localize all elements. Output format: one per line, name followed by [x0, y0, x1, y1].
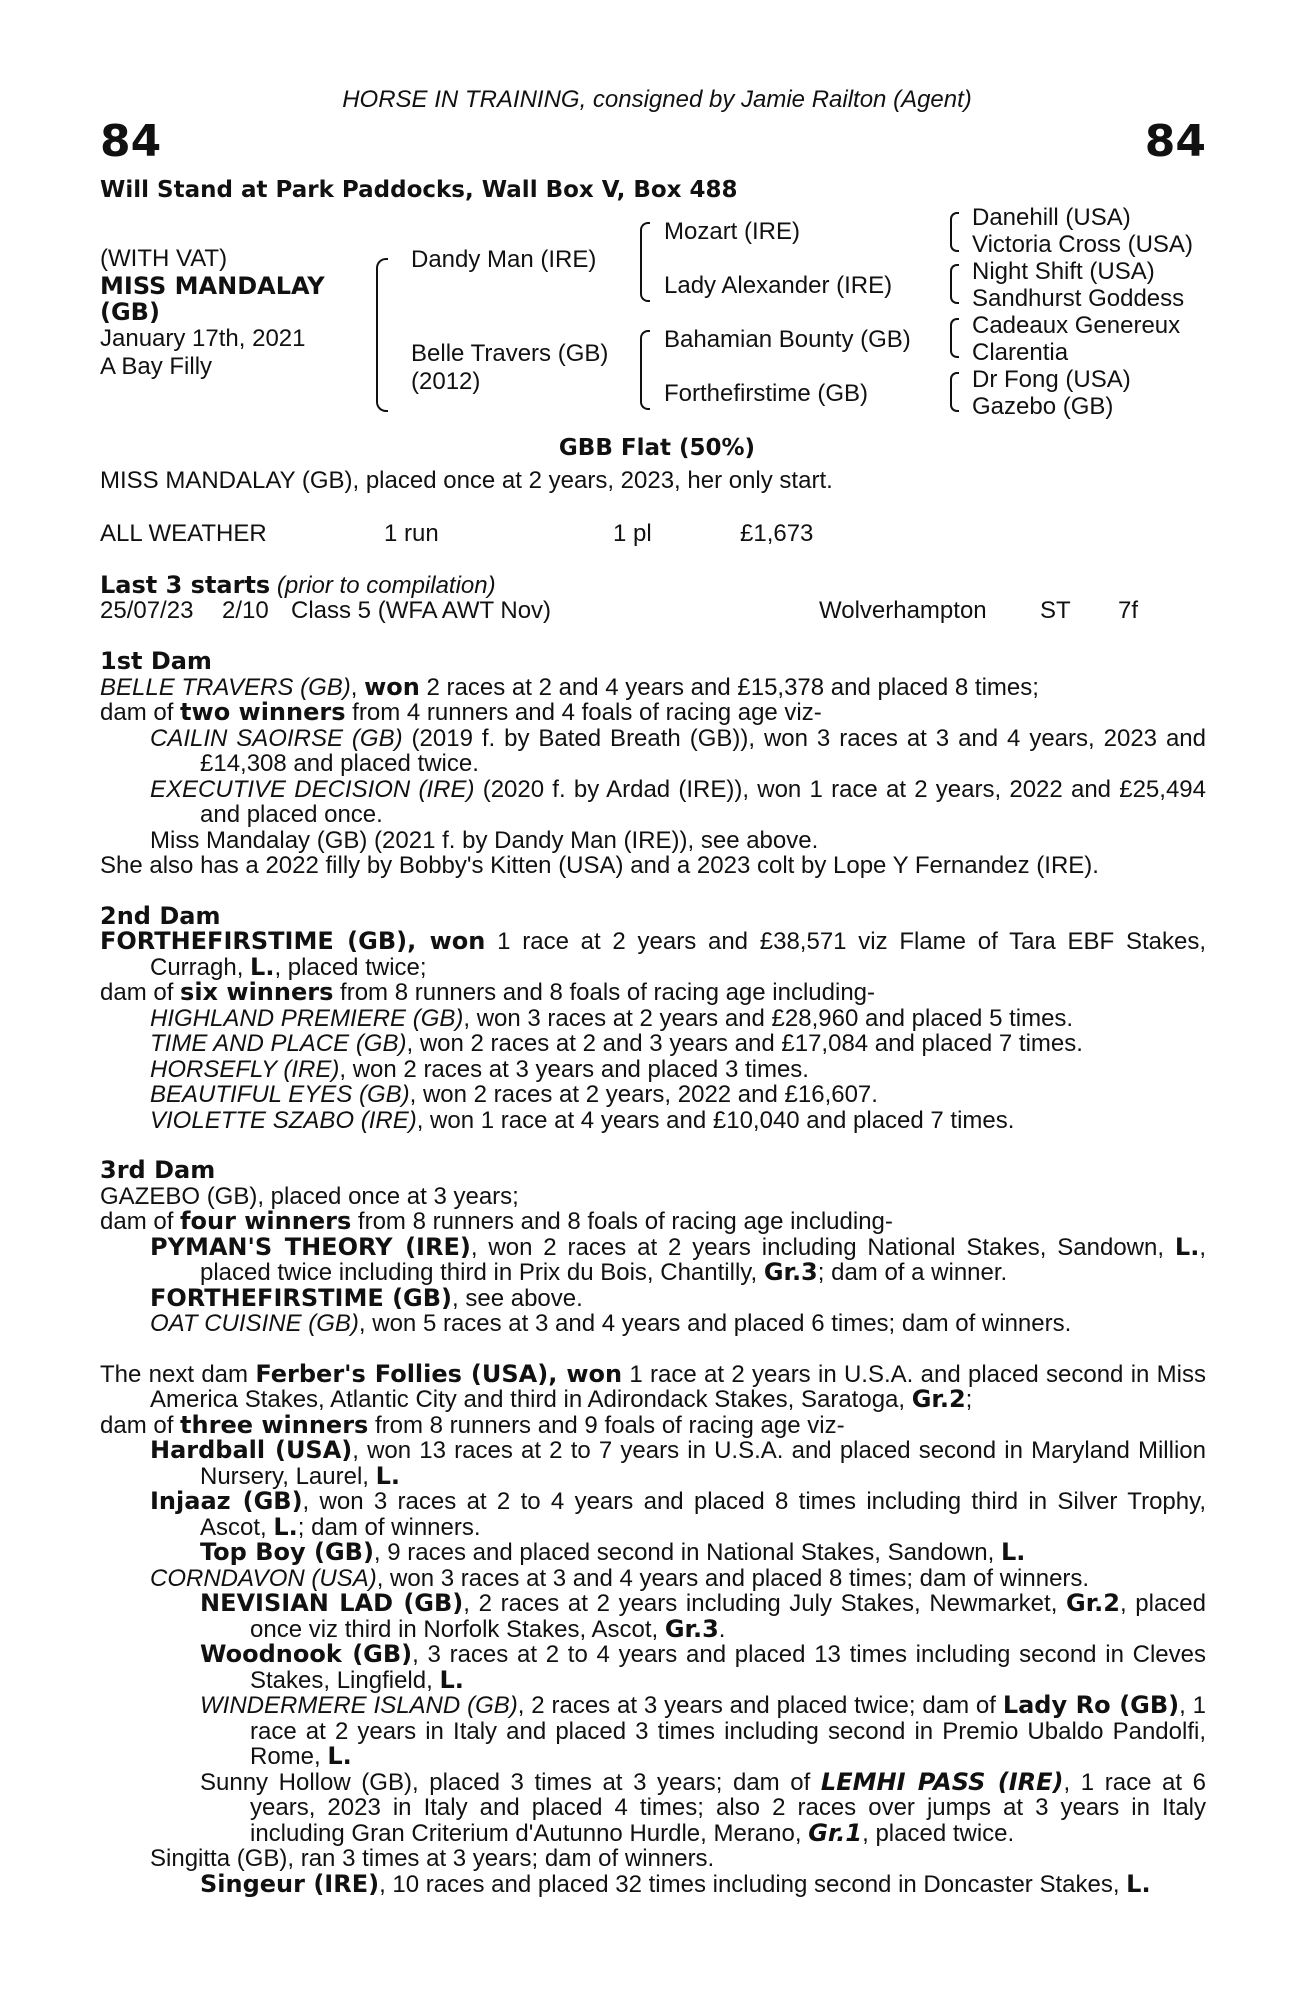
progeny-executive-decision: EXECUTIVE DECISION (IRE) (2020 f. by Ardad (IRE)), won 1 race at 2 years, 2022 and £25,494 and placed once.: [150, 775, 1206, 828]
lot-number-left: 84: [100, 116, 162, 167]
progeny-violette-szabo: VIOLETTE SZABO (IRE), won 1 race at 4 years and £10,040 and placed 7 times.: [150, 1106, 1015, 1134]
progeny-woodnook: Woodnook (GB), 3 races at 2 to 4 years and placed 13 times including second in Cleves Stakes, Lingfield, L.: [200, 1640, 1206, 1694]
pedigree-g3-3: Night Shift (USA): [972, 258, 1155, 285]
second-dam-produce: dam of six winners from 8 runners and 8 foals of racing age including-: [100, 978, 876, 1006]
progeny-miss-mandalay: Miss Mandalay (GB) (2021 f. by Dandy Man (IRE)), see above.: [150, 826, 819, 854]
record-placed: 1 pl: [613, 519, 652, 547]
second-dam-record: FORTHEFIRSTIME (GB), won 1 race at 2 years and £38,571 viz Flame of Tara EBF Stakes, Curragh, L., placed twice;: [100, 927, 1206, 981]
start-position: 2/10: [222, 597, 269, 624]
pedigree-g3-5: Cadeaux Genereux: [972, 312, 1181, 339]
catalogue-body: [100, 468, 1206, 1897]
pedigree-brace-dam: [640, 330, 650, 410]
progeny-windermere-island: WINDERMERE ISLAND (GB), 2 races at 3 years and placed twice; dam of Lady Ro (GB), 1 race at 2 years in Italy and placed 3 times including second in Premio Ubaldo Pandolfi, Rome, L.: [200, 1691, 1207, 1770]
start-surface: ST: [1040, 597, 1071, 624]
pedigree-dam-sire: Bahamian Bounty (GB): [664, 326, 911, 353]
horse-dob: January 17th, 2021: [100, 325, 306, 352]
pedigree-g3-8: Gazebo (GB): [972, 393, 1114, 420]
pedigree-g3-4: Sandhurst Goddess: [972, 285, 1185, 312]
last-starts-heading: Last 3 starts (prior to compilation): [100, 570, 496, 599]
gbb-status: GBB Flat (50%): [558, 435, 756, 461]
start-course: Wolverhampton: [819, 597, 987, 624]
progeny-oat-cuisine: OAT CUISINE (GB), won 5 races at 3 and 4 years and placed 6 times; dam of winners.: [150, 1310, 1072, 1337]
next-dam-produce: dam of three winners from 8 runners and 9 foals of racing age viz-: [100, 1410, 845, 1439]
start-distance: 7f: [1118, 597, 1139, 624]
pedigree-brace-g3-4: [950, 372, 959, 412]
third-dam-heading: 3rd Dam: [100, 1156, 216, 1184]
progeny-sunny-hollow: Sunny Hollow (GB), placed 3 times at 3 years; dam of LEMHI PASS (IRE), 1 race at 6 years, 2023 in Italy and placed 4 times; also 2 races over jumps at 3 years in Italy including Gran Criterium d'Autunno Hurdle, Merano, Gr.1, placed twice.: [200, 1767, 1206, 1847]
race-record: [100, 521, 1206, 549]
pedigree-g3-1: Danehill (USA): [972, 204, 1131, 231]
pedigree-g3-7: Dr Fong (USA): [972, 366, 1131, 393]
stabling-location: Will Stand at Park Paddocks, Wall Box V, Box 488: [100, 177, 738, 203]
record-runs: 1 run: [384, 519, 439, 547]
pedigree-brace-g3-2: [950, 264, 959, 304]
progeny-hardball: Hardball (USA), won 13 races at 2 to 7 years in U.S.A. and placed second in Maryland Million Nursery, Laurel, L.: [150, 1436, 1206, 1490]
horse-name-country: (GB): [100, 298, 160, 326]
pedigree-g3-2: Victoria Cross (USA): [972, 231, 1193, 258]
first-dam-other-produce: She also has a 2022 filly by Bobby's Kitten (USA) and a 2023 colt by Lope Y Fernandez (IRE).: [100, 852, 1099, 879]
first-dam-heading: 1st Dam: [100, 647, 212, 675]
start-race: Class 5 (WFA AWT Nov): [291, 597, 552, 624]
progeny-singitta: Singitta (GB), ran 3 times at 3 years; dam of winners.: [150, 1845, 715, 1872]
pedigree-dam-year: (2012): [411, 368, 481, 395]
progeny-injaaz: Injaaz (GB), won 3 races at 2 to 4 years and placed 8 times including third in Silver Trophy, Ascot, L.; dam of winners.: [150, 1487, 1206, 1541]
start-date: 25/07/23: [100, 597, 194, 624]
pedigree-brace-g3-1: [950, 212, 959, 252]
first-dam-produce: dam of two winners from 4 runners and 4 foals of racing age viz-: [100, 698, 822, 726]
progeny-forthefirstime: FORTHEFIRSTIME (GB), see above.: [150, 1283, 583, 1312]
pedigree-sire-dam: Lady Alexander (IRE): [664, 272, 893, 299]
lot-number-right: 84: [1144, 116, 1206, 167]
progeny-highland-premiere: HIGHLAND PREMIERE (GB), won 3 races at 2 years and £28,960 and placed 5 times.: [150, 1004, 1074, 1032]
pedigree-brace-g3-3: [950, 318, 959, 358]
pedigree-brace-main: [376, 258, 388, 412]
third-dam-produce: dam of four winners from 8 runners and 8 foals of racing age including-: [100, 1207, 893, 1235]
record-earnings: £1,673: [740, 519, 814, 547]
progeny-pymans-theory: PYMAN'S THEORY (IRE), won 2 races at 2 years including National Stakes, Sandown, L., placed twice including third in Prix du Bois, Chantilly, Gr.3; dam of a winner.: [150, 1232, 1207, 1286]
progeny-time-and-place: TIME AND PLACE (GB), won 2 races at 2 and 3 years and £17,084 and placed 7 times.: [150, 1030, 1083, 1057]
last-start-row: [100, 598, 1206, 624]
next-dam-record: The next dam Ferber's Follies (USA), won 1 race at 2 years in U.S.A. and placed second in Miss America Stakes, Atlantic City and third in Adirondack Stakes, Saratoga, Gr.2;: [100, 1359, 1207, 1413]
record-surface: ALL WEATHER: [100, 519, 267, 547]
second-dam-heading: 2nd Dam: [100, 901, 221, 930]
progeny-nevisian-lad: NEVISIAN LAD (GB), 2 races at 2 years including July Stakes, Newmarket, Gr.2, placed once viz third in Norfolk Stakes, Ascot, Gr.3.: [200, 1589, 1206, 1643]
progeny-singeur: Singeur (IRE), 10 races and placed 32 times including second in Doncaster Stakes, L.: [200, 1869, 1151, 1898]
pedigree-sire-sire: Mozart (IRE): [664, 218, 801, 245]
progeny-beautiful-eyes: BEAUTIFUL EYES (GB), won 2 races at 2 years, 2022 and £16,607.: [150, 1081, 878, 1108]
horse-name: MISS MANDALAY: [100, 272, 325, 300]
horse-description: A Bay Filly: [100, 353, 213, 380]
third-dam-record: GAZEBO (GB), placed once at 3 years;: [100, 1182, 519, 1210]
pedigree-g3-6: Clarentia: [972, 339, 1069, 366]
vat-note: (WITH VAT): [100, 245, 228, 272]
progeny-horsefly: HORSEFLY (IRE), won 2 races at 3 years and placed 3 times.: [150, 1055, 809, 1083]
race-summary: MISS MANDALAY (GB), placed once at 2 years, 2023, her only start.: [100, 467, 833, 494]
first-dam-record: BELLE TRAVERS (GB), won 2 races at 2 and 4 years and £15,378 and placed 8 times;: [100, 672, 1039, 701]
catalogue-header: HORSE IN TRAINING, consigned by Jamie Railton (Agent): [342, 86, 972, 113]
progeny-top-boy: Top Boy (GB), 9 races and placed second in National Stakes, Sandown, L.: [200, 1538, 1026, 1566]
progeny-cailin-saoirse: CAILIN SAOIRSE (GB) (2019 f. by Bated Breath (GB)), won 3 races at 3 and 4 years, 2023 and £14,308 and placed twice.: [150, 724, 1206, 777]
pedigree-dam: Belle Travers (GB): [411, 340, 609, 367]
pedigree-dam-dam: Forthefirstime (GB): [664, 380, 869, 407]
pedigree-sire: Dandy Man (IRE): [411, 246, 597, 273]
progeny-corndavon: CORNDAVON (USA), won 3 races at 3 and 4 years and placed 8 times; dam of winners.: [150, 1564, 1090, 1592]
pedigree-brace-sire: [640, 222, 650, 302]
